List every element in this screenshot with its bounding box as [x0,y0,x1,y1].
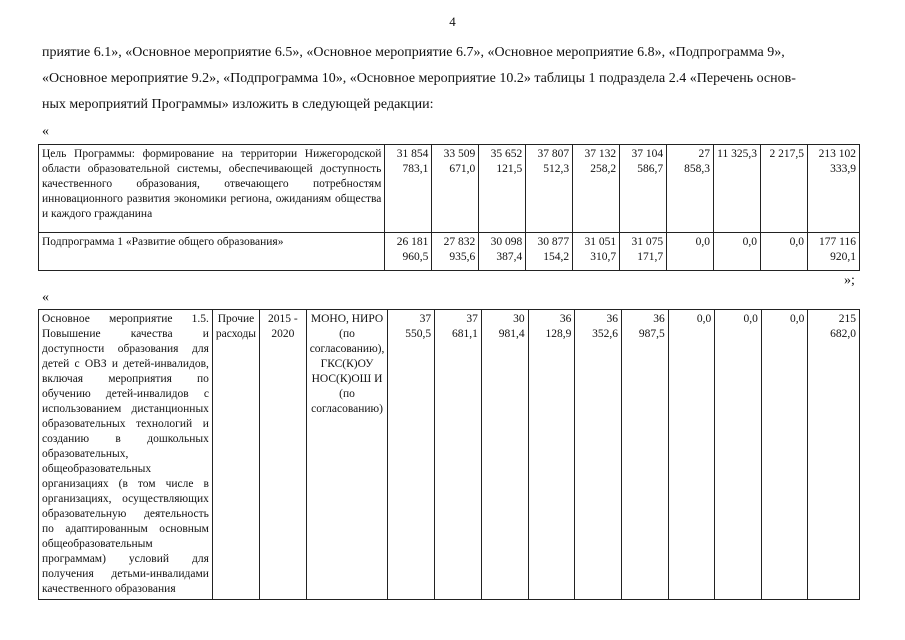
value-cell: 37 550,5 [388,310,435,600]
value-cell: 27 832 935,6 [432,233,479,271]
executors: МОНО, НИРО (по согласованию), ГКС(К)ОУ НОС(К)ОШ И (по согласованию) [306,310,388,600]
value-cell: 26 181 960,5 [385,233,432,271]
value-cell: 0,0 [714,233,761,271]
value-cell: 35 652 121,5 [479,145,526,233]
intro-paragraph [42,40,860,118]
value-cell: 37 132 258,2 [573,145,620,233]
funding-table-measure [38,309,860,600]
value-cell: 36 987,5 [622,310,669,600]
row-label: Подпрограмма 1 «Развитие общего образования» [39,233,385,271]
page-number: 4 [449,14,456,29]
value-cell: 2 217,5 [760,145,807,233]
value-cell: 177 116 920,1 [807,233,859,271]
row-label: Цель Программы: формирование на территории Нижегородской области образовательной системы, обеспечивающей доступность качественного образования, отвечающего потребностям инновационного развития экономики региона, ожиданиям общества и каждого гражданина [39,145,385,233]
close-quote: »; [844,273,855,288]
intro-line: ных мероприятий Программы» изложить в следующей редакции: [42,97,434,112]
value-cell: 31 854 783,1 [385,145,432,233]
value-cell: 36 352,6 [575,310,622,600]
value-cell: 30 877 154,2 [526,233,573,271]
value-cell: 0,0 [715,310,762,600]
value-cell: 37 681,1 [435,310,482,600]
table-row-goal [39,145,860,233]
value-cell: 27 858,3 [667,145,714,233]
value-cell: 33 509 671,0 [432,145,479,233]
value-cell: 215 682,0 [808,310,860,600]
value-cell: 0,0 [761,310,808,600]
value-cell: 30 098 387,4 [479,233,526,271]
value-cell: 37 807 512,3 [526,145,573,233]
value-cell: 36 128,9 [528,310,575,600]
value-cell: 0,0 [668,310,715,600]
value-cell: 213 102 333,9 [807,145,859,233]
table-row-measure [39,310,860,600]
row-label: Основное мероприятие 1.5. Повышение качества и доступности образования для детей с ОВЗ и детей-инвалидов, включая мероприятия по обучению детей-инвалидов с использованием дистанционных образовательных технологий и созданию в дошкольных образовательных, общеобразовательных организациях (в том числе в организациях, осуществляющих образовательную деятельность по адаптированным основным общеобразовательным программам) условий для получения детьми-инвалидами качественного образования [39,310,213,600]
value-cell: 31 051 310,7 [573,233,620,271]
value-cell: 0,0 [760,233,807,271]
value-cell: 37 104 586,7 [620,145,667,233]
value-cell: 31 075 171,7 [620,233,667,271]
value-cell: 30 981,4 [481,310,528,600]
period: 2015 - 2020 [260,310,307,600]
intro-line: «Основное мероприятие 9.2», «Подпрограмма 10», «Основное мероприятие 10.2» таблицы 1 подраздела 2.4 «Перечень основ- [42,71,796,86]
value-cell: 0,0 [667,233,714,271]
table-row-subprogram [39,233,860,271]
funding-table-goal [38,144,860,271]
open-quote: « [42,290,49,305]
open-quote: « [42,124,49,139]
intro-line: приятие 6.1», «Основное мероприятие 6.5», «Основное мероприятие 6.7», «Основное мероприятие 6.8», «Подпрограмма 9», [42,45,785,60]
expense-category: Прочие расходы [212,310,259,600]
value-cell: 11 325,3 [714,145,761,233]
